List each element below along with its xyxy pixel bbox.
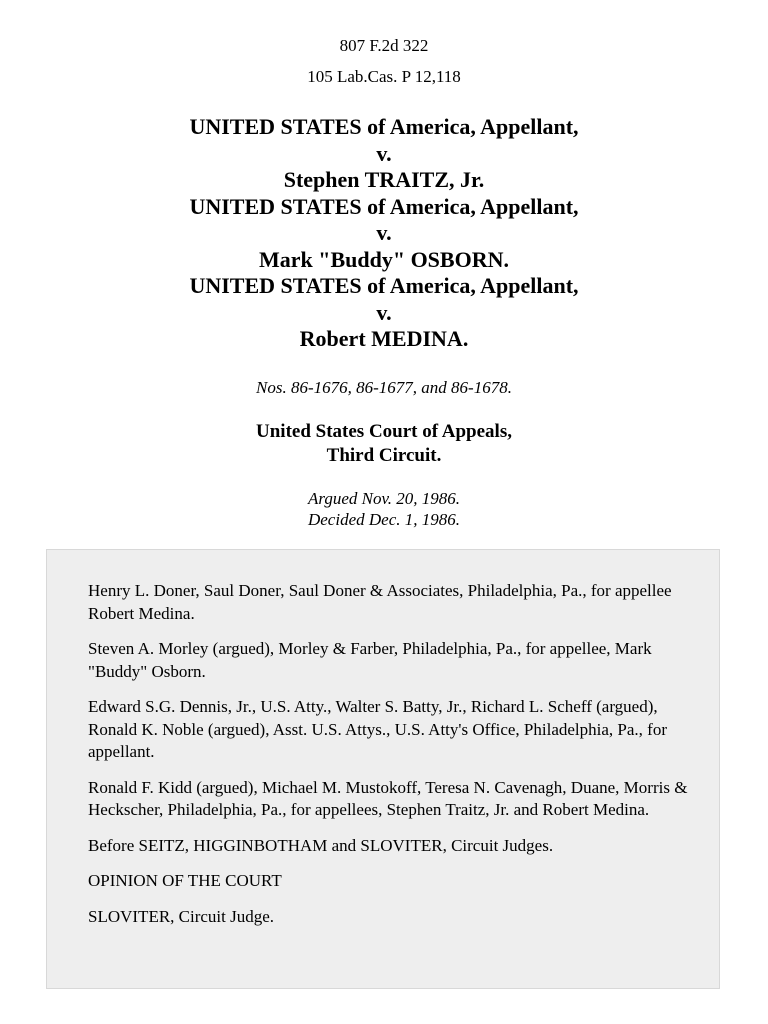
opinion-author: SLOVITER, Circuit Judge.: [88, 906, 275, 926]
caption-line: Stephen TRAITZ, Jr.: [283, 167, 485, 192]
case-caption: [0, 114, 768, 353]
caption-line: v.: [376, 220, 392, 245]
caption-line: v.: [376, 140, 392, 166]
court-name: [0, 420, 768, 468]
court-circuit-line: Third Circuit.: [326, 445, 442, 466]
counsel-paragraph: Henry L. Doner, Saul Doner, Saul Doner & Associates, Philadelphia, Pa., for appellee Robert Medina.: [88, 581, 672, 623]
decided-date: Decided Dec. 1, 1986.: [307, 510, 460, 529]
counsel-panel: [46, 549, 720, 989]
counsel-paragraph: Steven A. Morley (argued), Morley & Farber, Philadelphia, Pa., for appellee, Mark "Buddy" Osborn.: [88, 639, 652, 681]
argued-date: Argued Nov. 20, 1986.: [307, 489, 461, 508]
docket-numbers: Nos. 86-1676, 86-1677, and 86-1678.: [256, 378, 512, 397]
caption-line: Mark "Buddy" OSBORN.: [259, 246, 509, 272]
caption-line: UNITED STATES of America, Appellant,: [189, 273, 579, 298]
case-dates: [0, 488, 768, 530]
citation-reporter: 807 F.2d 322: [339, 36, 429, 55]
caption-line: UNITED STATES of America, Appellant,: [189, 193, 579, 219]
caption-line: Robert MEDINA.: [299, 326, 469, 351]
opinion-heading: OPINION OF THE COURT: [88, 871, 282, 890]
counsel-paragraph: Ronald F. Kidd (argued), Michael M. Mustokoff, Teresa N. Cavenagh, Duane, Morris & Heckscher, Philadelphia, Pa., for appellees, Stephen Traitz, Jr. and Robert Medina.: [88, 777, 688, 819]
court-name-line: United States Court of Appeals,: [256, 421, 512, 442]
caption-line: UNITED STATES of America, Appellant,: [189, 114, 579, 139]
counsel-list: [88, 580, 698, 941]
citation-labor-cases: 105 Lab.Cas. P 12,118: [307, 67, 461, 86]
panel-judges: Before SEITZ, HIGGINBOTHAM and SLOVITER, Circuit Judges.: [88, 835, 554, 855]
counsel-paragraph: Edward S.G. Dennis, Jr., U.S. Atty., Walter S. Batty, Jr., Richard L. Scheff (argued), Ronald K. Noble (argued), Asst. U.S. Attys., U.S. Atty's Office, Philadelphia, Pa., for appellant.: [88, 697, 667, 761]
caption-line: v.: [376, 299, 392, 325]
